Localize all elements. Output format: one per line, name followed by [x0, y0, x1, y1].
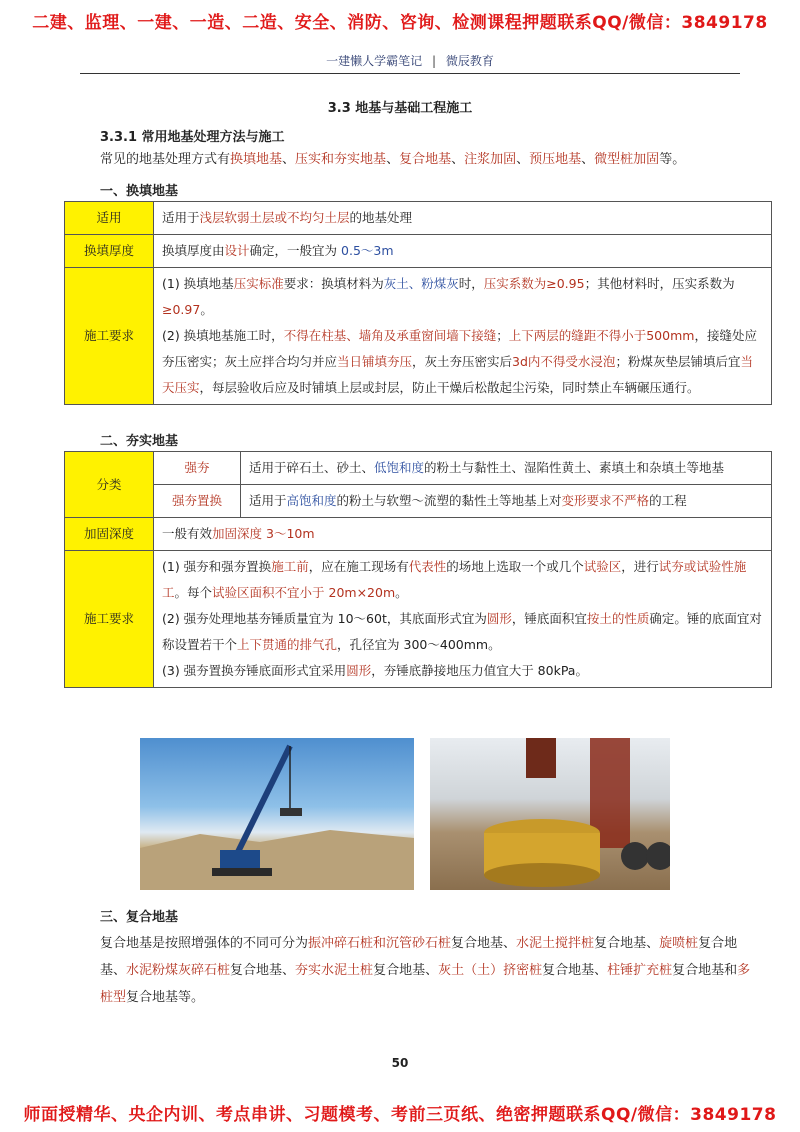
- table-row: [65, 485, 772, 518]
- text-hl: 设计: [224, 243, 250, 258]
- text: 换填厚度由: [162, 243, 225, 258]
- method-item: 压实和夯实地基: [295, 152, 387, 167]
- t: 的粉土与软塑～流塑的黏性土等地基上对: [336, 493, 562, 508]
- t: 压实系数为≥0.95: [483, 276, 585, 291]
- t: 。: [200, 302, 213, 317]
- t: 加固深度 3～10m: [212, 526, 315, 541]
- t: 要求：换填材料为: [283, 276, 384, 291]
- t: 复合地基等。: [126, 990, 205, 1005]
- t: 旋喷桩: [659, 936, 699, 951]
- t: 不得在柱基、墙角及承重窗间墙下接缝: [283, 328, 497, 343]
- t: 复合地基、: [542, 963, 608, 978]
- t: 时，: [458, 276, 484, 291]
- t: 确定。锤的底面宜对称设置若干个: [162, 611, 762, 652]
- t: 水泥土搅拌桩: [516, 936, 595, 951]
- t: 的场地上选取一个或几个: [446, 559, 584, 574]
- t: 按土的性质: [586, 611, 650, 626]
- req-para-3: [162, 658, 763, 684]
- header-right: 微辰教育: [445, 54, 494, 68]
- t: 的粉土与黏性土、湿陷性黄土、素填土和杂填土等地基: [424, 460, 725, 475]
- bottom-banner: 师面授精华、央企内训、考点串讲、习题模考、考前三页纸、绝密押题联系QQ/微信：3849178: [23, 1105, 777, 1125]
- intro-prefix: 常见的地基处理方式有: [100, 152, 231, 167]
- rammer-photo: [430, 738, 670, 890]
- row-value: [154, 268, 772, 405]
- heading-3: 三、复合地基: [100, 910, 179, 925]
- sep: 、: [386, 152, 400, 167]
- intro-paragraph: [100, 146, 760, 173]
- row-key: 施工要求: [65, 268, 154, 405]
- t: ，进行: [621, 559, 659, 574]
- t: 圆形: [346, 663, 372, 678]
- t: (1) 强夯和强夯置换: [162, 559, 272, 574]
- t: 试夯或试验性施工: [162, 559, 747, 600]
- sep: 、: [282, 152, 296, 167]
- t: (2) 换填地基施工时，: [162, 328, 284, 343]
- t: 水泥粉煤灰碎石桩: [126, 963, 231, 978]
- t: 试验区: [583, 559, 622, 574]
- row-value: [154, 551, 772, 688]
- t: 复合地基、: [230, 963, 296, 978]
- t: 复合地基、: [100, 936, 738, 978]
- table-row: [65, 202, 772, 235]
- table-row: [65, 518, 772, 551]
- t: 变形要求不严格: [561, 493, 650, 508]
- t: ，接缝处应夯压密实；灰土应拌合均匀并应: [162, 328, 757, 369]
- t: 压实标准: [233, 276, 284, 291]
- t: 灰土（土）挤密桩: [438, 963, 543, 978]
- req-para-1: [162, 554, 763, 606]
- heading-1: 一、换填地基: [100, 184, 179, 199]
- t: 振冲碎石桩和沉管砂石桩: [308, 936, 452, 951]
- t: 复合地基和: [672, 963, 738, 978]
- sub-key: 强夯置换: [154, 485, 241, 518]
- t: 复合地基、: [594, 936, 660, 951]
- sub-title: 3.3.1 常用地基处理方法与施工: [100, 130, 285, 145]
- text-hl: 浅层软弱土层或不均匀土层: [199, 210, 350, 225]
- row-key: 加固深度: [65, 518, 154, 551]
- t: 上下贯通的排气孔: [237, 637, 338, 652]
- sub-key: 强夯: [154, 452, 241, 485]
- t: 复合地基是按照增强体的不同可分为: [100, 936, 309, 951]
- header-left: 一建懒人学霸笔记: [326, 54, 423, 68]
- t: 适用于: [249, 493, 287, 508]
- t: 复合地基、: [451, 936, 517, 951]
- method-item: 预压地基: [529, 152, 582, 167]
- row-value: [154, 202, 772, 235]
- method-item: 复合地基: [399, 152, 452, 167]
- section-title: 3.3 地基与基础工程施工: [327, 101, 473, 116]
- t: 多桩型: [100, 963, 751, 1005]
- table-row: [65, 268, 772, 405]
- table-row: [65, 235, 772, 268]
- t: ，孔径宜为 300～400mm。: [337, 637, 501, 652]
- t: 。每个: [174, 585, 213, 600]
- t: 代表性: [408, 559, 447, 574]
- method-item: 微型桩加固: [594, 152, 660, 167]
- heading-2: 二、夯实地基: [100, 434, 179, 449]
- t: 一般有效: [162, 526, 213, 541]
- top-banner: 二建、监理、一建、一造、二造、安全、消防、咨询、检测课程押题联系QQ/微信：3849178: [32, 13, 768, 33]
- t: 上下两层的缝距不得小于500mm: [508, 328, 695, 343]
- header-rule: [80, 73, 740, 74]
- method-item: 换填地基: [230, 152, 283, 167]
- sep: 、: [516, 152, 530, 167]
- page-header: [80, 52, 740, 69]
- crane-photo: [140, 738, 414, 890]
- t: 柱锤扩充桩: [607, 963, 673, 978]
- row-key: 换填厚度: [65, 235, 154, 268]
- t: ；粉煤灰垫层铺填后宜: [615, 354, 741, 369]
- method-item: 注浆加固: [464, 152, 517, 167]
- t: 复合地基、: [373, 963, 439, 978]
- crane-illustration: [140, 738, 414, 890]
- t: 。: [395, 585, 408, 600]
- row-value: [154, 518, 772, 551]
- table-replacement: [64, 201, 772, 405]
- text: 的地基处理: [349, 210, 413, 225]
- t: ，夯锤底静接地压力值宜大于 80kPa。: [371, 663, 588, 678]
- t: 低饱和度: [374, 460, 425, 475]
- text: 确定，一般宜为: [249, 243, 342, 258]
- t: 3d内不得受水浸泡: [512, 354, 616, 369]
- t: ；: [496, 328, 509, 343]
- t: 高饱和度: [286, 493, 337, 508]
- header-separator: |: [431, 54, 437, 68]
- t: ，每层验收后应及时铺填上层或封层，防止干燥后松散起尘污染，同时禁止车辆碾压通行。: [199, 380, 700, 395]
- row-value: [241, 452, 772, 485]
- req-para-1: [162, 271, 763, 323]
- sep: 、: [581, 152, 595, 167]
- t: ，锤底面积宜: [511, 611, 587, 626]
- row-key: 分类: [65, 452, 154, 518]
- t: (1) 换填地基: [162, 276, 234, 291]
- table-compaction: [64, 451, 772, 688]
- text: 适用于: [162, 210, 200, 225]
- intro-suffix: 等。: [659, 152, 686, 167]
- req-para-2: [162, 606, 763, 658]
- t: 的工程: [649, 493, 687, 508]
- text-hl: 0.5～3m: [341, 243, 394, 258]
- t: 适用于碎石土、砂土、: [249, 460, 375, 475]
- t: 当天压实: [162, 354, 753, 395]
- t: ，灰土夯压密实后: [412, 354, 513, 369]
- req-para-2: [162, 323, 763, 401]
- t: 当日铺填夯压: [337, 354, 413, 369]
- table-row: [65, 551, 772, 688]
- t: 试验区面积不宜小于 20m×20m: [212, 585, 396, 600]
- t: 夯实水泥土桩: [295, 963, 374, 978]
- rammer-illustration: [430, 738, 670, 890]
- row-value: [241, 485, 772, 518]
- row-key: 施工要求: [65, 551, 154, 688]
- t: ≥0.97: [162, 302, 201, 317]
- t: ；其他材料时，压实系数为: [584, 276, 735, 291]
- t: ，应在施工现场有: [308, 559, 409, 574]
- t: 施工前: [271, 559, 309, 574]
- t: (2) 强夯处理地基夯锤质量宜为 10～60t，其底面形式宜为: [162, 611, 487, 626]
- row-key: 适用: [65, 202, 154, 235]
- page-number: 50: [391, 1056, 409, 1070]
- t: 灰土、粉煤灰: [383, 276, 459, 291]
- composite-paragraph: [100, 930, 760, 1011]
- row-value: [154, 235, 772, 268]
- t: 圆形: [486, 611, 512, 626]
- t: (3) 强夯置换夯锤底面形式宜采用: [162, 663, 347, 678]
- sep: 、: [451, 152, 465, 167]
- table-row: [65, 452, 772, 485]
